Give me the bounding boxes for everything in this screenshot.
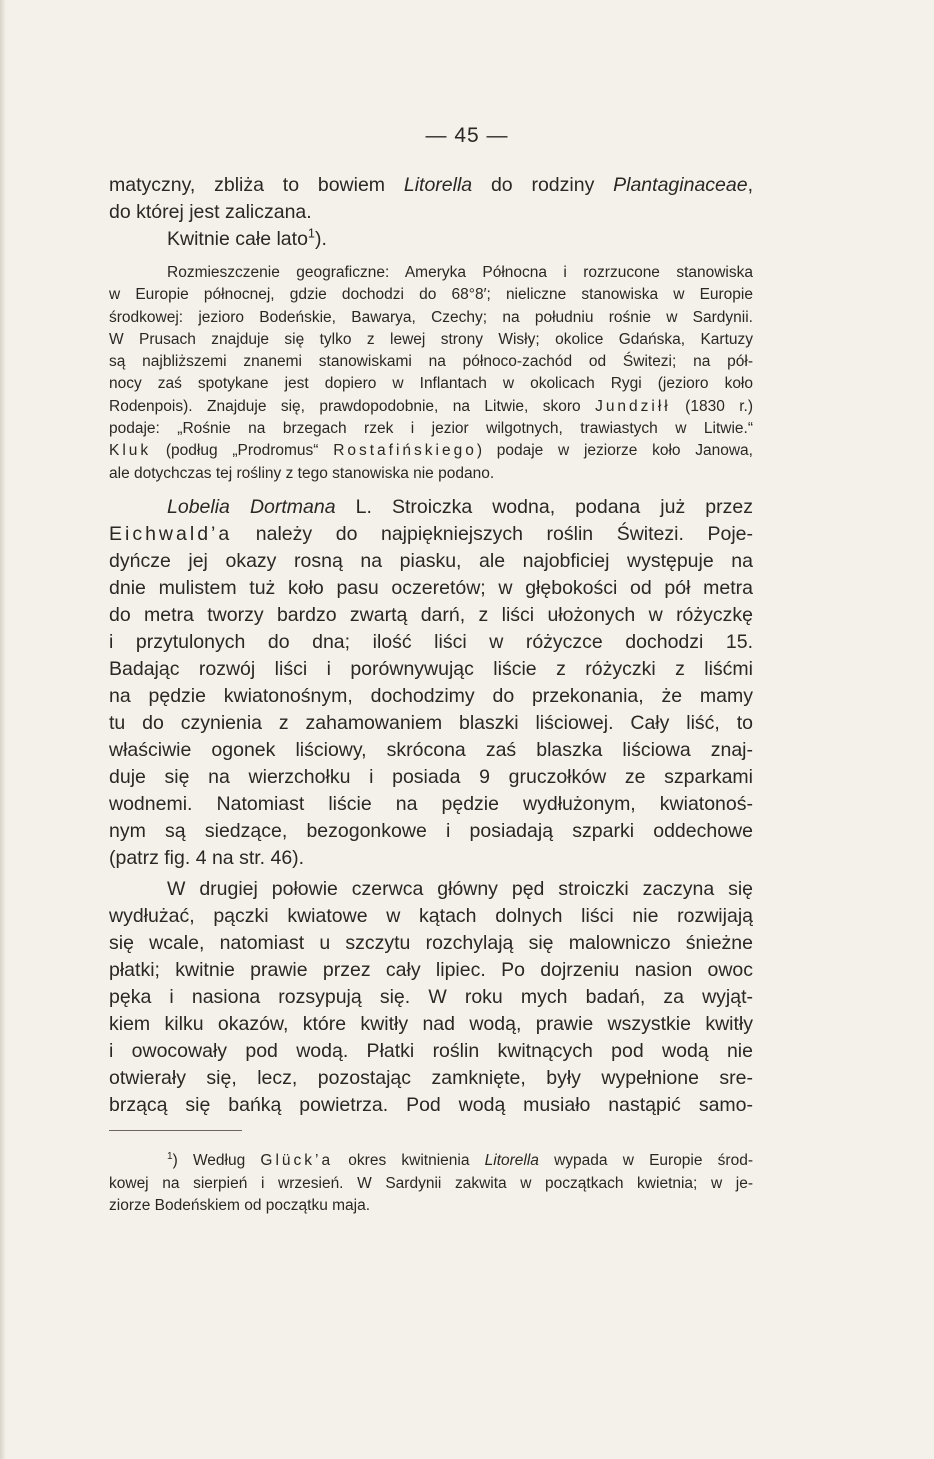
text-line: środkowej: jezioro Bodeńskie, Bawarya, Czechy; na południu rośnie w Sardynii. (109, 308, 753, 326)
text-line: Eichwald’a należy do najpiękniejszych roślin Świtezi. Poje- (109, 523, 753, 545)
text-line: w Europie północnej, gdzie dochodzi do 68°8′; nieliczne stanowiska w Europie (109, 286, 753, 304)
text-line: nocy zaś spotykane jest dopiero w Inflantach w okolicach Rygi (jezioro koło (109, 375, 753, 393)
author-name: Kluk (109, 442, 152, 460)
text-line: nym są siedzące, bezogonkowe i posiadają szparki oddechowe (109, 820, 753, 842)
footnote-mark: 1 (167, 1150, 173, 1162)
text-line: ale dotychczas tej rośliny z tego stanowiska nie podano. (109, 464, 495, 482)
text-line: duje się na wierzchołku i posiada 9 gruczołków ze szparkami (109, 766, 753, 788)
author-name: Glück’a (260, 1152, 334, 1169)
text-line: kowej na sierpień i wrzesień. W Sardynii zakwita w początkach kwietnia; w je- (109, 1174, 753, 1192)
text-line: W Prusach znajduje się tylko z lewej strony Wisły; okolice Gdańska, Kartuzy (109, 330, 753, 348)
text-line: tu do czynienia z zahamowaniem blaszki liściowej. Cały liść, to (109, 712, 753, 734)
text-line: są najbliższemi znanemi stanowiskami na północo-zachód od Świtezi; na pół- (109, 353, 753, 371)
text-line: W drugiej połowie czerwca główny pęd stroiczki zaczyna się (167, 878, 753, 900)
page-edge-shadow (0, 0, 6, 1459)
footnote-ref[interactable]: 1 (307, 226, 315, 241)
text-line: Lobelia Dortmana L. Stroiczka wodna, podana już przez (167, 496, 753, 518)
text-line: do metra tworzy bardzo zwartą darń, z liści ułożonych w różyczkę (109, 604, 753, 626)
text-line: dnie mulistem tuż koło pasu oczeretów; w głębokości od pół metra (109, 577, 753, 599)
text-line: Rozmieszczenie geograficzne: Ameryka Północna i rozrzucone stanowiska (167, 264, 753, 281)
text-line: ziorze Bodeńskiem od początku maja. (109, 1197, 371, 1214)
text-line: matyczny, zbliża to bowiem Litorella do rodziny Plantaginaceae, (109, 174, 753, 196)
text-line: i owocowały pod wodą. Płatki roślin kwitnących pod wodą nie (109, 1040, 753, 1062)
text-line: podaje: „Rośnie na brzegach rzek i jezior wilgotnych, trawiastych w Litwie.“ (109, 420, 753, 438)
author-name: Jundziłł (595, 397, 671, 415)
text-line: i przytulonych do dna; ilość liści w różyczce dochodzi 15. (109, 631, 753, 653)
taxon-name: Litorella (484, 1152, 539, 1169)
text-line: $^1$) Według Glück’a okres kwitnienia Litorella wypada w Europie środ- (167, 1150, 753, 1169)
page-number: — 45 — (425, 124, 509, 147)
author-name: Eichwald’a (109, 523, 233, 545)
text-line: (patrz fig. 4 na str. 46). (109, 847, 305, 869)
text-line: Kluk (podług „Prodromus“ Rostafińskiego) podaje w jeziorze koło Janowa, (109, 442, 753, 460)
text-line: Badając rozwój liści i porównywując liście z różyczki z liśćmi (109, 658, 753, 680)
lobelia-paragraph (109, 494, 753, 872)
author-name: Rostafińskiego (333, 442, 477, 460)
text-line: Kwitnie całe lato$^1$). (167, 226, 327, 250)
intro-paragraph (109, 172, 753, 253)
taxon-name: Litorella (403, 174, 473, 196)
taxon-name: Plantaginaceae (613, 174, 748, 196)
text-line: Rodenpois). Znajduje się, prawdopodobnie, na Litwie, skoro Jundziłł (1830 r.) (109, 397, 754, 415)
taxon-name: Lobelia Dortmana (167, 496, 336, 518)
text-line: dyńcze jej okazy rosną na piasku, ale najobficiej występuje na (109, 550, 753, 572)
text-line: kiem kilku okazów, które kwitły nad wodą, prawie wszystkie kwitły (109, 1013, 753, 1035)
text-line: wydłużać, pączki kwiatowe w kątach dolnych liści nie rozwijają (109, 905, 753, 927)
text-line: brzącą się bańką powietrza. Pod wodą musiało nastąpić samo- (109, 1094, 753, 1116)
june-paragraph (109, 876, 753, 1119)
text-line: pęka i nasiona rozsypują się. W roku mych badań, za wyjąt- (109, 986, 753, 1008)
text-line: się wcale, natomiast u szczytu rozchylają się malowniczo śnieżne (109, 932, 753, 954)
text-line: płatki; kwitnie prawie przez cały lipiec. Po dojrzeniu nasion owoc (109, 959, 753, 981)
text-line: na pędzie kwiatonośnym, dochodzimy do przekonania, że mamy (109, 685, 753, 707)
text-line: właściwie ogonek liściowy, skrócona zaś blaszka liściowa znaj- (109, 739, 753, 761)
text-line: wodnemi. Natomiast liście na pędzie wydłużonym, kwiatonoś- (109, 793, 753, 815)
footnote-divider (109, 1130, 242, 1131)
footnote (109, 1150, 753, 1218)
text-line: otwierały się, lecz, pozostając zamknięte, były wypełnione sre- (109, 1067, 753, 1089)
text-line: do której jest zaliczana. (109, 201, 312, 223)
distribution-paragraph (109, 262, 753, 485)
